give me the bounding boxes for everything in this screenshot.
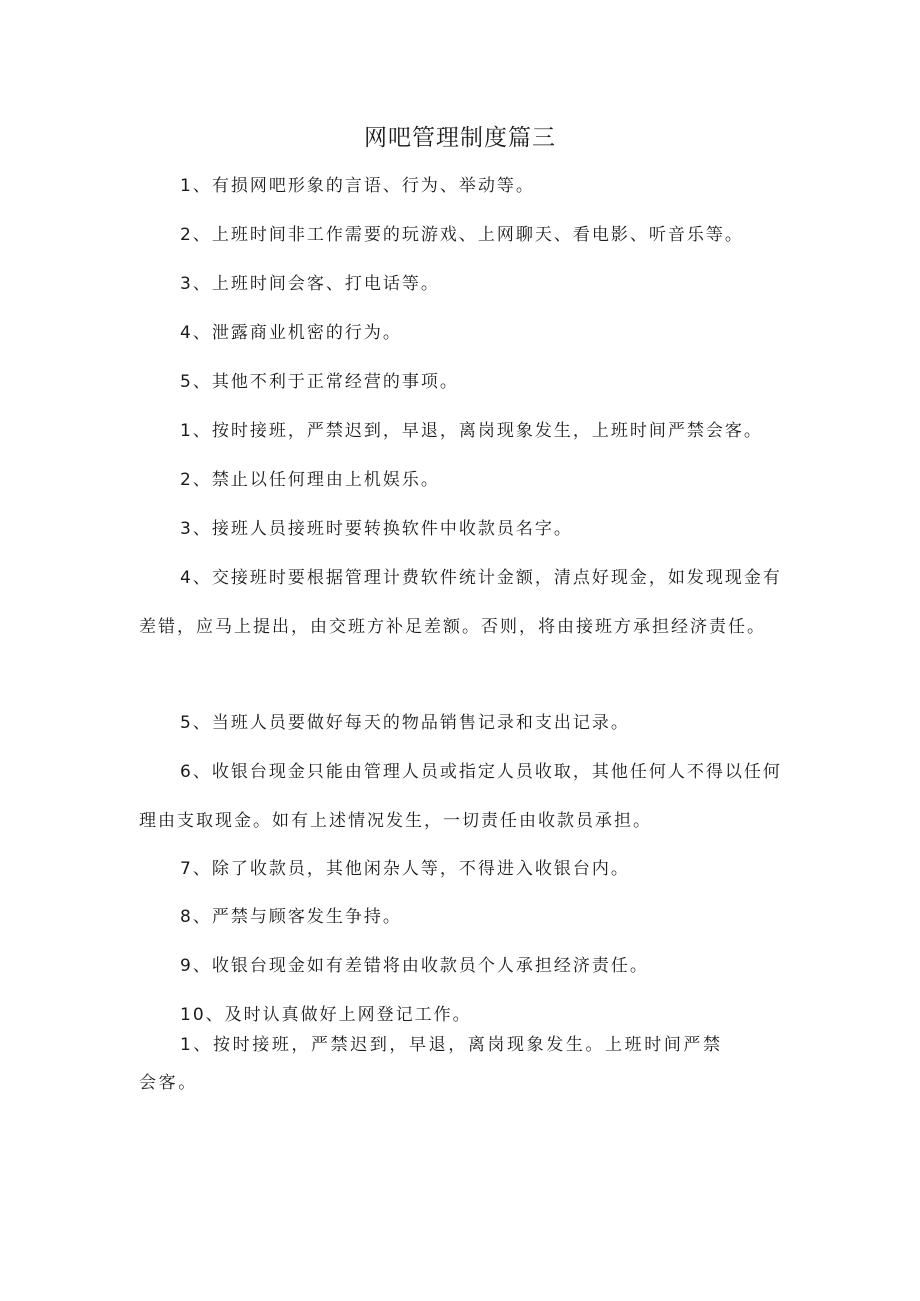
paragraph-5: 5、其他不利于正常经营的事项。 <box>180 372 459 392</box>
paragraph-2: 2、上班时间非工作需要的玩游戏、上网聊天、看电影、听音乐等。 <box>180 225 744 245</box>
paragraph-12: 7、除了收款员，其他闲杂人等，不得进入收银台内。 <box>180 859 630 879</box>
paragraph-11: 6、收银台现金只能由管理人员或指定人员收取，其他任何人不得以任何理由支取现金。如有上述情况发生，一切责任由收款员承担。 <box>139 762 782 831</box>
paragraph-3: 3、上班时间会客、打电话等。 <box>180 274 440 294</box>
page-title: 网吧管理制度篇三 <box>364 125 556 151</box>
paragraph-9: 4、交接班时要根据管理计费软件统计金额，清点好现金，如发现现金有差错，应马上提出，由交班方补足差额。否则，将由接班方承担经济责任。 <box>139 568 782 637</box>
paragraph-7: 2、禁止以任何理由上机娱乐。 <box>180 470 440 490</box>
paragraph-10: 5、当班人员要做好每天的物品销售记录和支出记录。 <box>180 713 630 733</box>
paragraph-6: 1、按时接班，严禁迟到，早退，离岗现象发生，上班时间严禁会客。 <box>180 421 763 441</box>
paragraph-13: 8、严禁与顾客发生争持。 <box>180 907 402 927</box>
paragraph-8: 3、接班人员接班时要转换软件中收款员名字。 <box>180 519 573 539</box>
paragraph-14: 9、收银台现金如有差错将由收款员个人承担经济责任。 <box>180 956 649 976</box>
paragraph-15: 10、及时认真做好上网登记工作。 <box>180 1005 472 1025</box>
paragraph-4: 4、泄露商业机密的行为。 <box>180 323 402 343</box>
paragraph-16: 1、按时接班，严禁迟到，早退，离岗现象发生。上班时间严禁会客。 <box>139 1035 723 1093</box>
paragraph-1: 1、有损网吧形象的言语、行为、举动等。 <box>180 176 535 196</box>
